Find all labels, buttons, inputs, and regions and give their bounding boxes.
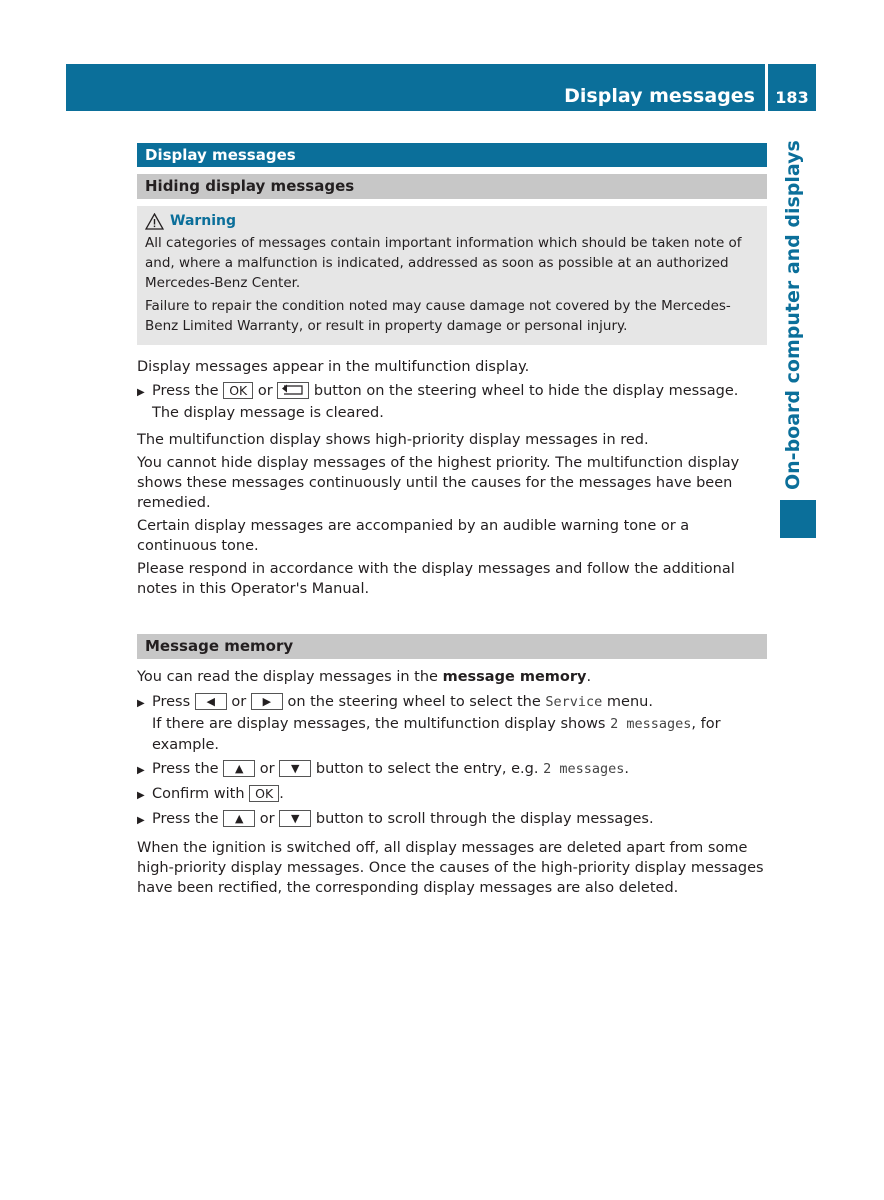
step-text: Press the <box>152 383 219 399</box>
paragraph: You cannot hide display messages of the highest priority. The multifunction display shows these messages continuously until the causes for the messages have been remedied. <box>137 455 740 511</box>
subsection-heading: Message memory <box>137 634 767 659</box>
text: . <box>586 669 592 685</box>
step-text: Press <box>152 694 191 710</box>
step-text: on the steering wheel to select the <box>287 694 541 710</box>
step-text: menu. <box>606 694 653 710</box>
paragraph: Certain display messages are accompanied by an audible warning tone or a continuous tone. <box>137 518 690 554</box>
step-text: or <box>231 694 247 710</box>
paragraph: When the ignition is switched off, all display messages are deleted apart from some high-priority display messages. Once the causes of the high-priority display messages have been rectified, the corresponding display messages are also deleted. <box>137 840 764 896</box>
step-text: or <box>259 811 275 827</box>
bullet-arrow-icon: ▶ <box>137 387 145 398</box>
step-result: The display message is cleared. <box>152 405 384 421</box>
page-number-box <box>768 64 816 111</box>
warning-text: Failure to repair the condition noted may cause damage not covered by the Mercedes-Benz Limited Warranty, or result in property damage or personal injury. <box>145 298 731 334</box>
left-arrow-key-icon: ◀ <box>195 693 227 710</box>
side-tab-marker <box>780 500 816 538</box>
instruction-step <box>137 809 767 831</box>
step-text: or <box>259 761 275 777</box>
down-arrow-key-icon: ▼ <box>279 810 311 827</box>
step-text: . <box>279 786 284 802</box>
paragraph <box>137 667 767 687</box>
step-text: button on the steering wheel to hide the display message. <box>313 383 739 399</box>
header-bar <box>66 64 765 111</box>
step-text: . <box>624 761 629 777</box>
bullet-arrow-icon: ▶ <box>137 790 145 801</box>
text: You can read the display messages in the <box>137 669 438 685</box>
instruction-step <box>137 784 767 806</box>
instruction-step <box>137 759 767 781</box>
menu-name: Service <box>545 694 603 710</box>
warning-text: All categories of messages contain important information which should be taken note of and, where a malfunction is indicated, addressed as soon as possible at an authorized Mercedes-Benz Center. <box>145 235 742 291</box>
page-number: 183 <box>775 88 809 107</box>
step-text: , for example. <box>152 716 721 753</box>
step-text: or <box>257 383 273 399</box>
step-note <box>137 714 767 756</box>
subsection-heading: Hiding display messages <box>137 174 767 199</box>
ok-key: OK <box>223 382 253 399</box>
step-text: button to scroll through the display messages. <box>315 811 654 827</box>
instruction-step <box>137 692 767 714</box>
bold-term: message memory <box>442 669 587 685</box>
up-arrow-key-icon: ▲ <box>223 760 255 777</box>
paragraph: Display messages appear in the multifunction display. <box>137 359 530 375</box>
down-arrow-key-icon: ▼ <box>279 760 311 777</box>
warning-box <box>137 206 767 345</box>
back-key-icon <box>277 382 309 399</box>
display-text: 2 messages <box>543 761 625 777</box>
paragraph: The multifunction display shows high-priority display messages in red. <box>137 432 649 448</box>
step-text: button to select the entry, e.g. <box>315 761 539 777</box>
instruction-step <box>137 381 767 403</box>
step-text: Confirm with <box>152 786 245 802</box>
page-title: Display messages <box>564 85 755 107</box>
side-tab-label: On-board computer and displays <box>782 140 804 490</box>
step-text: Press the <box>152 761 219 777</box>
main-content <box>137 143 767 898</box>
step-text: Press the <box>152 811 219 827</box>
section-heading: Display messages <box>137 143 767 167</box>
ok-key: OK <box>249 785 279 802</box>
bullet-arrow-icon: ▶ <box>137 698 145 709</box>
warning-triangle-icon <box>145 213 164 230</box>
bullet-arrow-icon: ▶ <box>137 765 145 776</box>
up-arrow-key-icon: ▲ <box>223 810 255 827</box>
step-text: If there are display messages, the multifunction display shows <box>152 716 606 732</box>
display-text: 2 messages <box>610 716 692 732</box>
warning-title: Warning <box>170 213 237 229</box>
bullet-arrow-icon: ▶ <box>137 815 145 826</box>
paragraph: Please respond in accordance with the display messages and follow the additional notes in this Operator's Manual. <box>137 561 735 597</box>
right-arrow-key-icon: ▶ <box>251 693 283 710</box>
warning-heading <box>145 211 759 231</box>
